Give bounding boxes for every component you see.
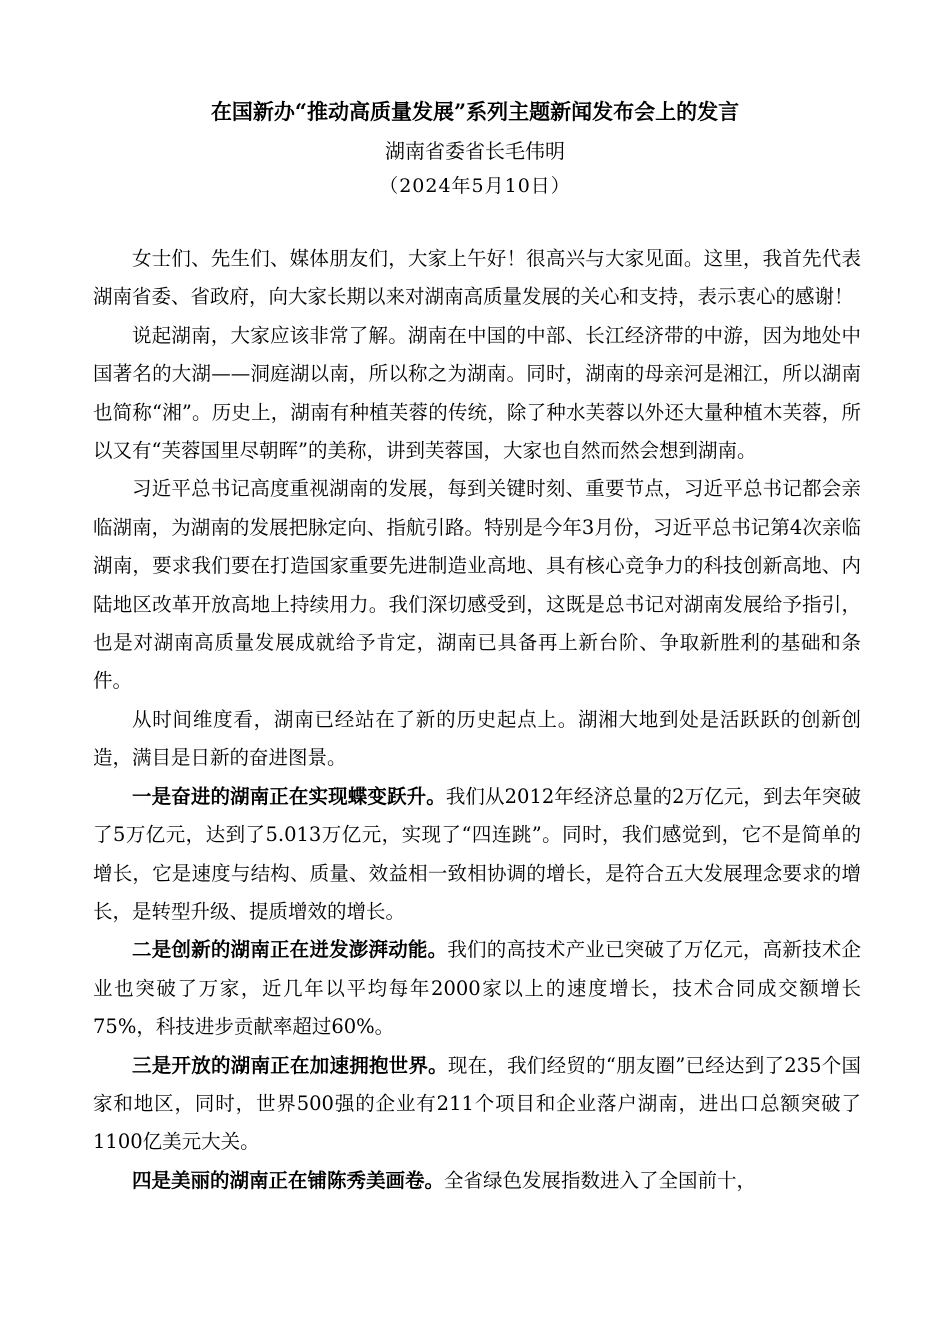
paragraph-text: 我们从2012年经济总量的2万亿元，到去年突破了5万亿元，达到了5.013万亿元，实现了“四连跳”。同时，我们感觉到，它不是简单的增长，它是速度与结构、质量、效益相一致相协调的增长，是符合五大发展理念要求的增长，是转型升级、提质增效的增长。 — [93, 784, 861, 923]
paragraph-text: 说起湖南，大家应该非常了解。湖南在中国的中部、长江经济带的中游，因为地处中国著名的大湖——洞庭湖以南，所以称之为湖南。同时，湖南的母亲河是湘江，所以湖南也简称“湘”。历史上，湖南有种植芙蓉的传统，除了种水芙蓉以外还大量种植木芙蓉，所以又有“芙蓉国里尽朝晖”的美称，讲到芙蓉国，大家也自然而然会想到湖南。 — [93, 323, 861, 463]
paragraph-text: 现在，我们经贸的“朋友圈”已经达到了235个国家和地区，同时，世界500强的企业有211个项目和企业落户湖南，进出口总额突破了1100亿美元大关。 — [93, 1053, 861, 1154]
paragraph-point-two — [93, 931, 861, 1046]
paragraph-lead: 四是美丽的湖南正在铺陈秀美画卷。 — [132, 1168, 445, 1192]
paragraph-lead: 二是创新的湖南正在迸发澎湃动能。 — [132, 938, 448, 962]
paragraph-text: 女士们、先生们、媒体朋友们，大家上午好！很高兴与大家见面。这里，我首先代表湖南省委、省政府，向大家长期以来对湖南高质量发展的关心和支持，表示衷心的感谢！ — [93, 247, 861, 309]
paragraph-text: 全省绿色发展指数进入了全国前十， — [444, 1168, 757, 1192]
paragraph-text: 我们的高技术产业已突破了万亿元，高新技术企业也突破了万家，近几年以平均每年2000家以上的速度增长，技术合同成交额增长75%，科技进步贡献率超过60%。 — [93, 938, 861, 1039]
paragraph-text: 习近平总书记高度重视湖南的发展，每到关键时刻、重要节点，习近平总书记都会亲临湖南，为湖南的发展把脉定向、指航引路。特别是今年3月份，习近平总书记第4次亲临湖南，要求我们要在打造国家重要先进制造业高地、具有核心竞争力的科技创新高地、内陆地区改革开放高地上持续用力。我们深切感受到，这既是总书记对湖南发展给予指引，也是对湖南高质量发展成就给予肯定，湖南已具备再上新台阶、争取新胜利的基础和条件。 — [93, 477, 861, 693]
document-author: 湖南省委省长毛伟明 — [385, 139, 565, 163]
paragraph-greeting — [93, 240, 861, 317]
paragraph-point-three — [93, 1047, 861, 1162]
paragraph-point-four — [93, 1162, 861, 1200]
paragraph-lead: 一是奋进的湖南正在实现蝶变跃升。 — [132, 784, 446, 808]
paragraph-point-one — [93, 778, 861, 932]
paragraph-hunan-intro — [93, 317, 861, 471]
paragraph-xi-visit — [93, 470, 861, 700]
paragraph-text: 从时间维度看，湖南已经站在了新的历史起点上。湖湘大地到处是活跃跃的创新创造，满目是日新的奋进图景。 — [93, 707, 861, 770]
document-body — [93, 240, 861, 1200]
paragraph-time-dimension — [93, 701, 861, 778]
paragraph-lead: 三是开放的湖南正在加速拥抱世界。 — [132, 1053, 448, 1077]
document-title: 在国新办“推动高质量发展”系列主题新闻发布会上的发言 — [210, 99, 740, 124]
document-date: （2024年5月10日） — [379, 175, 571, 197]
